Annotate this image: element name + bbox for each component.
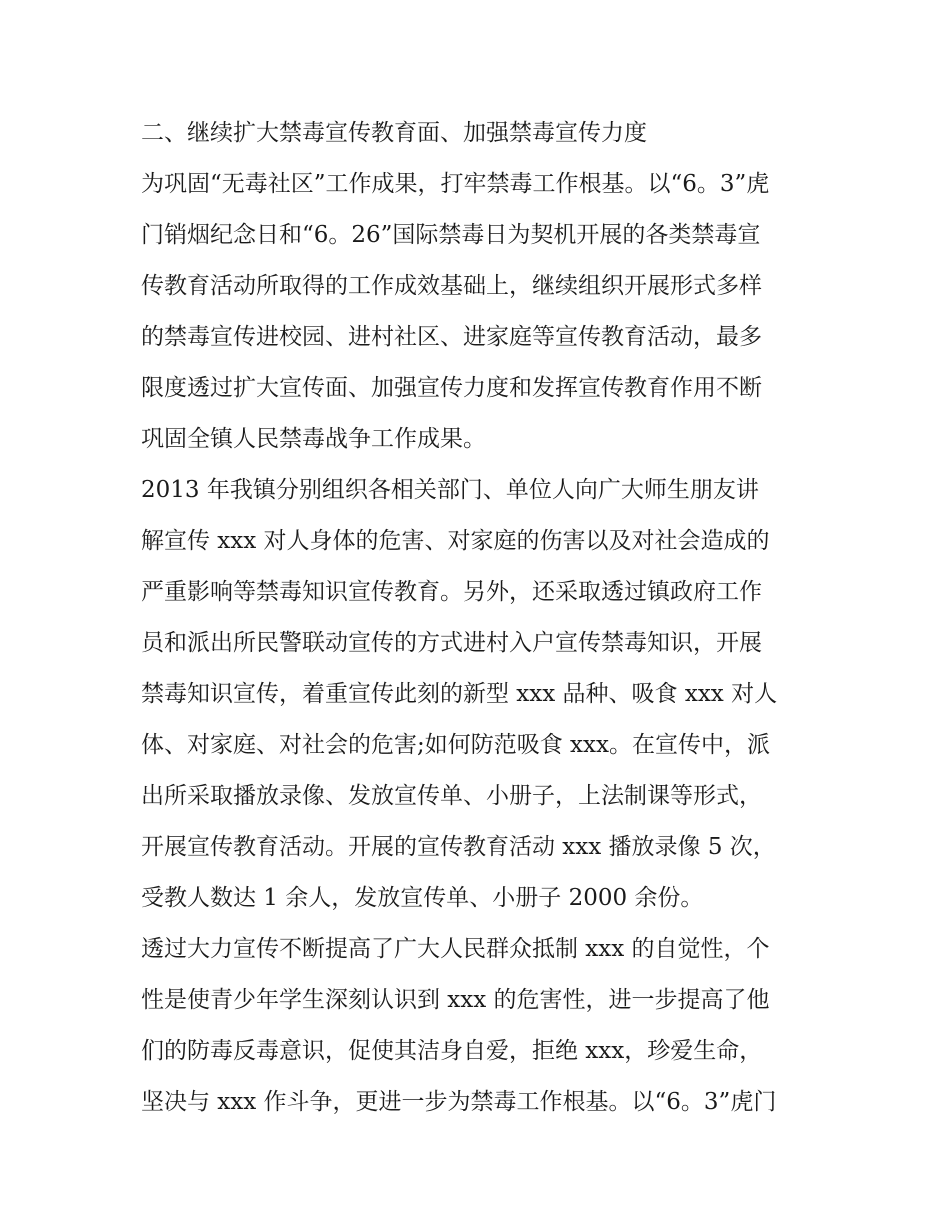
text-line: 门销烟纪念日和“6。26”国际禁毒日为契机开展的各类禁毒宣 [141, 222, 761, 248]
text-line: 解宣传 xxx 对人身体的危害、对家庭的伤害以及对社会造成的 [141, 528, 770, 554]
text-line: 出所采取播放录像、发放宣传单、小册子，上法制课等形式， [141, 783, 762, 809]
text-line: 透过大力宣传不断提高了广大人民群众抵制 xxx 的自觉性，个 [141, 936, 770, 962]
text-line: 员和派出所民警联动宣传的方式进村入户宣传禁毒知识，开展 [141, 630, 762, 656]
section-heading: 二、继续扩大禁毒宣传教育面、加强禁毒宣传力度 [141, 120, 647, 146]
text-line: 坚决与 xxx 作斗争，更进一步为禁毒工作根基。以“6。3”虎门 [141, 1089, 777, 1115]
text-line: 严重影响等禁毒知识宣传教育。另外，还采取透过镇政府工作 [141, 579, 762, 605]
text-line: 开展宣传教育活动。开展的宣传教育活动 xxx 播放录像 5 次， [141, 834, 776, 860]
text-line: 为巩固“无毒社区”工作成果，打牢禁毒工作根基。以“6。3”虎 [141, 171, 770, 197]
document-body [141, 108, 821, 1128]
text-line: 2013 年我镇分别组织各相关部门、单位人向广大师生朋友讲 [141, 477, 759, 503]
text-line: 性是使青少年学生深刻认识到 xxx 的危害性，进一步提高了他 [141, 987, 770, 1013]
text-line: 巩固全镇人民禁毒战争工作成果。 [141, 426, 486, 452]
text-line: 传教育活动所取得的工作成效基础上，继续组织开展形式多样 [141, 273, 762, 299]
text-line: 们的防毒反毒意识，促使其洁身自爱，拒绝 xxx，珍爱生命， [141, 1038, 763, 1064]
text-line: 禁毒知识宣传，着重宣传此刻的新型 xxx 品种、吸食 xxx 对人 [141, 681, 778, 707]
text-line: 的禁毒宣传进校园、进村社区、进家庭等宣传教育活动，最多 [141, 324, 762, 350]
text-line: 限度透过扩大宣传面、加强宣传力度和发挥宣传教育作用不断 [141, 375, 762, 401]
text-line: 受教人数达 1 余人，发放宣传单、小册子 2000 余份。 [141, 885, 704, 911]
text-line: 体、对家庭、对社会的危害;如何防范吸食 xxx。在宣传中，派 [141, 732, 770, 758]
